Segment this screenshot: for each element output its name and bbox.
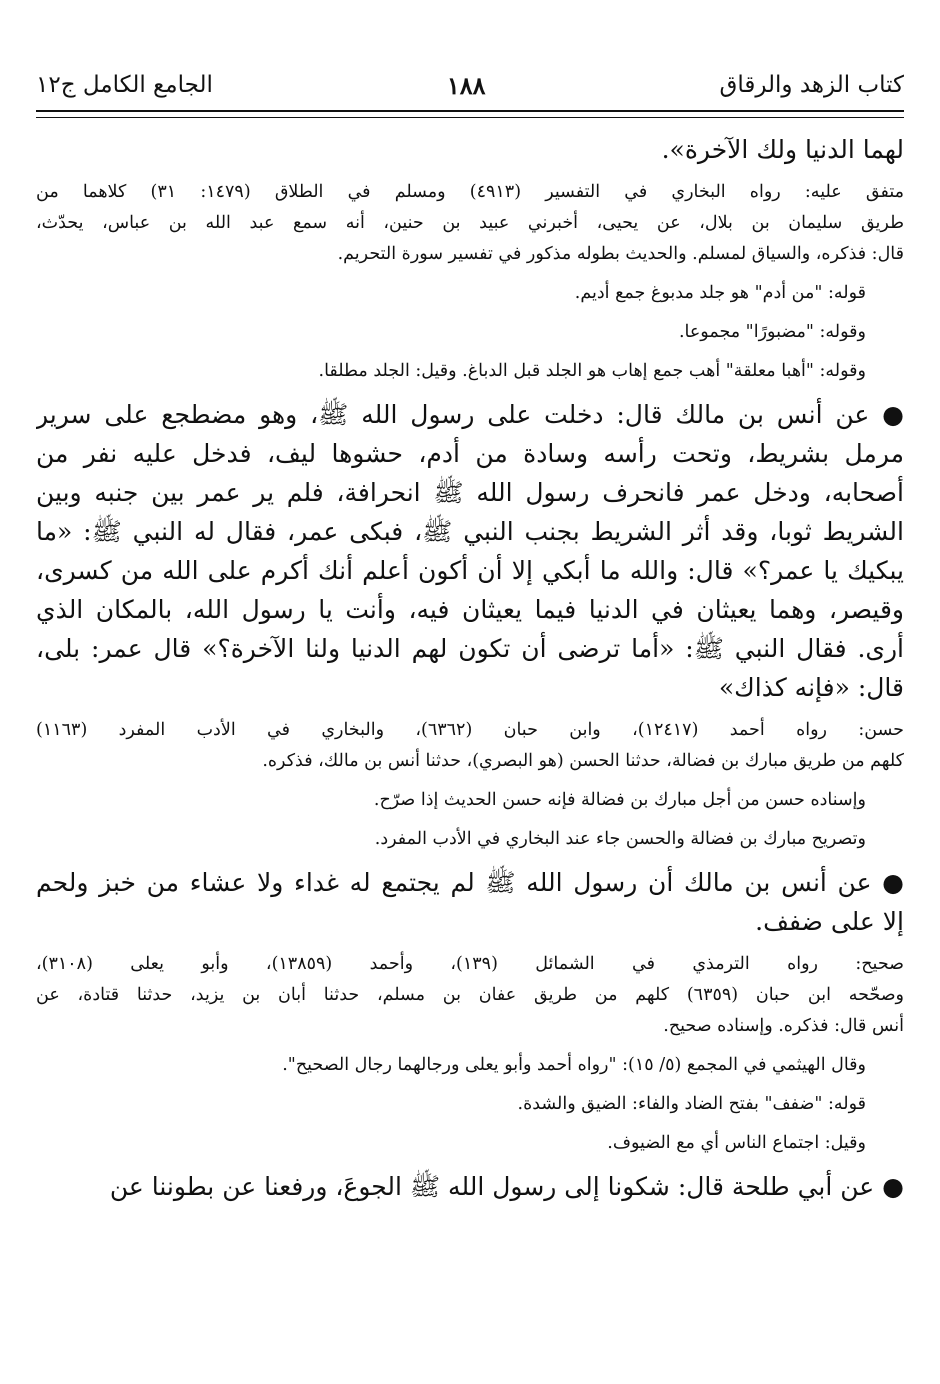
text-line: مرمل بشريط، وتحت رأسه وسادة من أدم، حشوها ليف، فدخل عليه نفر من <box>36 439 904 468</box>
commentary-paragraph <box>36 1128 904 1159</box>
text-line: حسن: رواه أحمد (١٢٤١٧)، وابن حبان (٦٣٦٢)، والبخاري في الأدب المفرد (١١٦٣) <box>36 720 904 740</box>
text-line: قوله: "من أدم" هو جلد مدبوغ جمع أديم. <box>574 283 866 303</box>
text-line: ● عن أنس بن مالك أن رسول الله ﷺ لم يجتمع له غداء ولا عشاء من خبز ولحم <box>36 868 904 897</box>
commentary-paragraph <box>36 824 904 855</box>
commentary-paragraph <box>36 715 904 777</box>
hadith-paragraph <box>36 395 904 707</box>
commentary-paragraph <box>36 177 904 270</box>
text-line: ● عن أبي طلحة قال: شكونا إلى رسول الله ﷺ الجوعَ، ورفعنا عن بطوننا عن <box>109 1172 904 1201</box>
header-rule-thin <box>36 117 904 118</box>
page-number: ١٨٨ <box>446 70 486 100</box>
page-header <box>36 68 904 102</box>
text-line: ● عن أنس بن مالك قال: دخلت على رسول الله ﷺ، وهو مضطجع على سرير <box>36 400 904 429</box>
text-line: طريق سليمان بن بلال، عن يحيى، أخبرني عبيد بن حنين، أنه سمع عبد الله بن عباس، يحدّث، <box>36 213 904 233</box>
text-line: إلا على ضفف. <box>755 907 904 936</box>
commentary-paragraph <box>36 278 904 309</box>
text-line: أرى. فقال النبي ﷺ: «أما ترضى أن تكون لهم الدنيا ولنا الآخرة؟» قال عمر: بلى، <box>36 634 904 663</box>
text-line: أصحابه، ودخل عمر فانحرف رسول الله ﷺ انحرافة، فلم ير عمر بين جنبه وبين <box>36 478 904 507</box>
commentary-paragraph <box>36 1050 904 1081</box>
header-book-title: كتاب الزهد والرقاق <box>719 72 904 98</box>
text-line: كلهم من طريق مبارك بن فضالة، حدثنا الحسن (هو البصري)، حدثنا أنس بن مالك، فذكره. <box>262 751 904 771</box>
text-line: وإسناده حسن من أجل مبارك بن فضالة فإنه حسن الحديث إذا صرّح. <box>373 790 866 810</box>
text-line: قوله: "ضفف" بفتح الضاد والفاء: الضيق والشدة. <box>517 1094 866 1114</box>
text-line: وقيصر، وهما يعيثان في الدنيا فيما يعيثان فيه، وأنت يا رسول الله، بالمكان الذي <box>36 595 904 624</box>
text-line: صحيح: رواه الترمذي في الشمائل (١٣٩)، وأحمد (١٣٨٥٩)، وأبو يعلى (٣١٠٨)، <box>36 954 904 974</box>
text-line: متفق عليه: رواه البخاري في التفسير (٤٩١٣) ومسلم في الطلاق (١٤٧٩: ٣١) كلاهما من <box>36 182 904 202</box>
commentary-paragraph <box>36 785 904 816</box>
header-rule-thick <box>36 110 904 112</box>
page-body <box>36 130 904 1214</box>
text-line: وصحّحه ابن حبان (٦٣٥٩) كلهم من طريق عفان بن مسلم، حدثنا أبان بن يزيد، حدثنا قتادة، عن <box>36 985 904 1005</box>
header-volume-title: الجامع الكامل ج١٢ <box>36 72 213 98</box>
text-line: قال: «فإنه كذاك» <box>718 673 904 702</box>
commentary-paragraph <box>36 949 904 1042</box>
commentary-paragraph <box>36 356 904 387</box>
hadith-paragraph <box>36 863 904 941</box>
text-line: لهما الدنيا ولك الآخرة». <box>661 135 904 164</box>
commentary-paragraph <box>36 1089 904 1120</box>
hadith-paragraph <box>36 130 904 169</box>
hadith-paragraph <box>36 1167 904 1206</box>
text-line: يبكيك يا عمر؟» قال: والله ما أبكي إلا أن أكون أعلم أنك أكرم على الله من كسرى، <box>36 556 904 585</box>
text-line: وقيل: اجتماع الناس أي مع الضيوف. <box>607 1133 866 1153</box>
text-line: وتصريح مبارك بن فضالة والحسن جاء عند البخاري في الأدب المفرد. <box>374 829 866 849</box>
text-line: الشريط ثوبا، وقد أثر الشريط بجنب النبي ﷺ، فبكى عمر، فقال له النبي ﷺ: «ما <box>36 517 904 546</box>
commentary-paragraph <box>36 317 904 348</box>
text-line: وقوله: "أهبا معلقة" أهب جمع إهاب هو الجلد قبل الدباغ. وقيل: الجلد مطلقا. <box>318 361 866 381</box>
text-line: قال: فذكره، والسياق لمسلم. والحديث بطوله مذكور في تفسير سورة التحريم. <box>337 244 904 264</box>
text-line: وقوله: "مضبورًا" مجموعا. <box>678 322 866 342</box>
text-line: أنس قال: فذكره. وإسناده صحيح. <box>663 1016 904 1036</box>
text-line: وقال الهيثمي في المجمع (٥/ ١٥): "رواه أحمد وأبو يعلى ورجالهما رجال الصحيح". <box>282 1055 866 1075</box>
